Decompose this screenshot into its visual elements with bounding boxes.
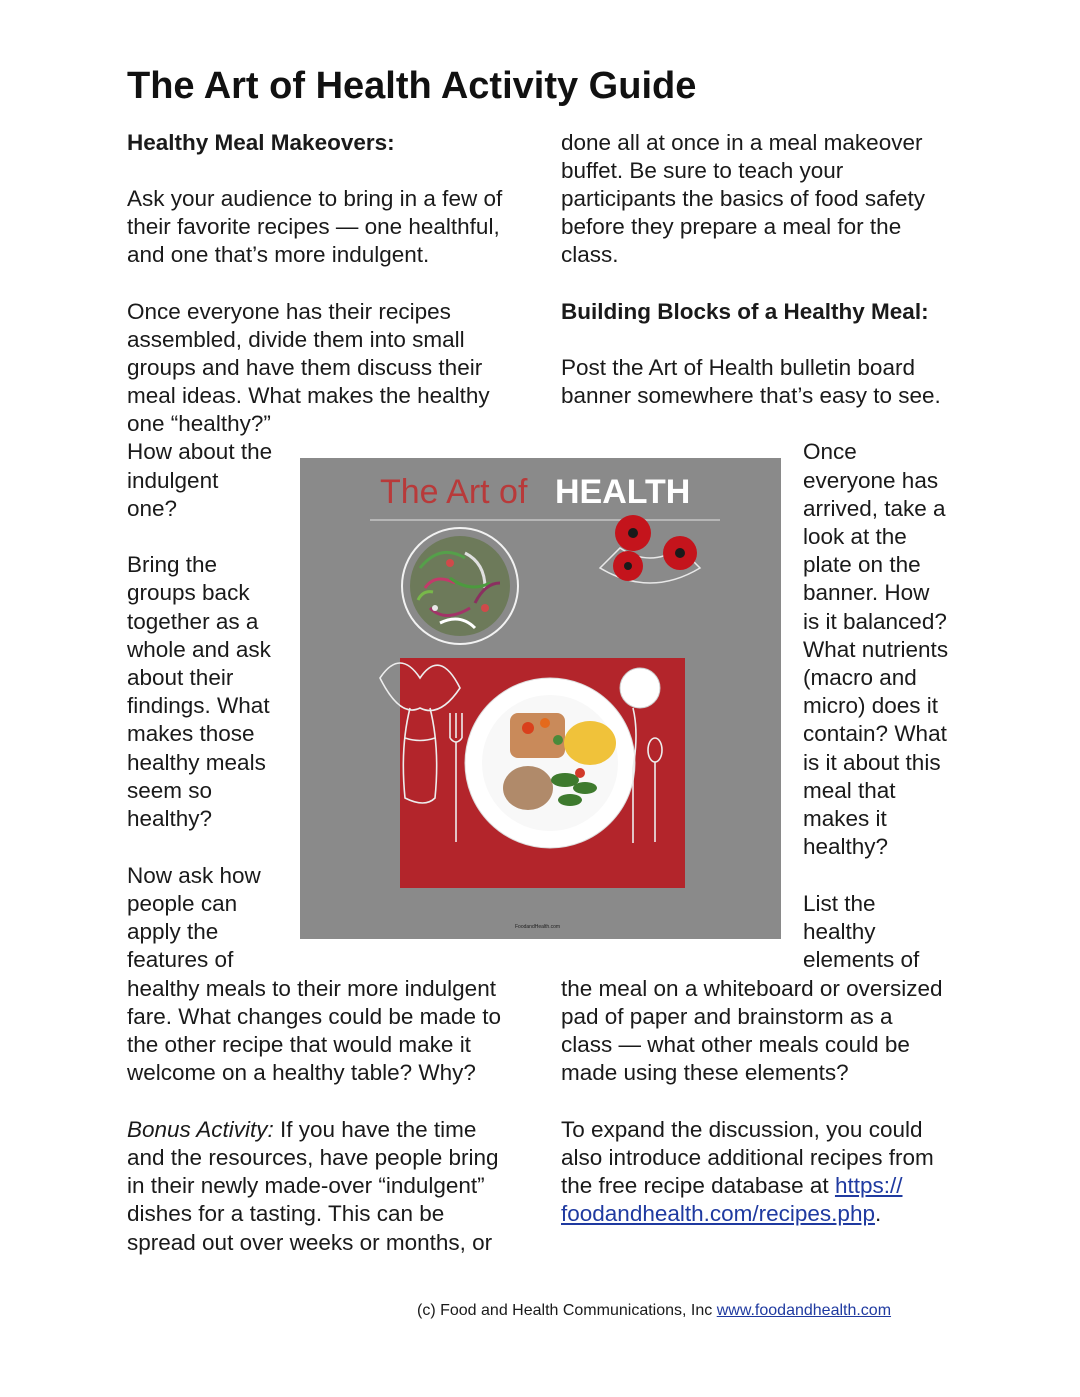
- banner-title-light: The Art of: [380, 473, 528, 511]
- body-line: before they prepare a meal for the: [561, 214, 902, 239]
- body-line: meal ideas. What makes the healthy: [127, 383, 490, 408]
- body-line: and one that’s more indulgent.: [127, 242, 430, 267]
- body-line: everyone has: [803, 468, 939, 493]
- dinner-plate-icon: [465, 678, 635, 848]
- banner-small-text: FoodandHealth.com: [515, 924, 561, 930]
- body-line: together as a: [127, 609, 259, 634]
- footer-link[interactable]: www.foodandhealth.com: [716, 1302, 892, 1319]
- body-line: healthy?: [127, 806, 213, 831]
- body-line: whole and ask: [127, 637, 271, 662]
- body-line: spread out over weeks or months, or: [127, 1230, 493, 1255]
- body-line: look at the: [803, 524, 907, 549]
- footer-text: (c) Food and Health Communications, Inc: [417, 1302, 713, 1319]
- body-line: made using these elements?: [561, 1060, 849, 1085]
- recipes-link-part2[interactable]: foodandhealth.com/recipes.php: [561, 1201, 875, 1226]
- body-line: banner somewhere that’s easy to see.: [561, 383, 941, 408]
- body-line: Post the Art of Health bulletin board: [561, 355, 915, 380]
- body-line: welcome on a healthy table? Why?: [127, 1060, 476, 1085]
- body-line: banner. How: [803, 580, 930, 605]
- body-line: makes those: [127, 721, 255, 746]
- body-line: healthy: [803, 919, 876, 944]
- body-line: one?: [127, 496, 178, 521]
- body-line: micro) does it: [803, 693, 939, 718]
- heading-building-blocks: Building Blocks of a Healthy Meal:: [561, 299, 929, 324]
- page-title: The Art of Health Activity Guide: [127, 65, 697, 107]
- body-line: plate on the: [803, 552, 921, 577]
- bonus-activity-line: [127, 1116, 476, 1144]
- body-line: Bring the: [127, 552, 218, 577]
- body-line: groups back: [127, 580, 250, 605]
- body-line: If you have the time: [280, 1117, 477, 1142]
- body-line: healthy meals to their more indulgent: [127, 976, 496, 1001]
- salad-plate-icon: [402, 528, 518, 644]
- body-line: What nutrients: [803, 637, 949, 662]
- body-line: makes it: [803, 806, 887, 831]
- body-line: fare. What changes could be made to: [127, 1004, 501, 1029]
- body-line: in their newly made-over “indulgent”: [127, 1173, 485, 1198]
- body-line: seem so: [127, 778, 213, 803]
- footer: [417, 1299, 891, 1323]
- body-line: the free recipe database at: [561, 1173, 829, 1198]
- body-line: elements of: [803, 947, 920, 972]
- heading-meal-makeovers: Healthy Meal Makeovers:: [127, 130, 395, 155]
- art-of-health-banner: [300, 458, 781, 939]
- body-line: participants the basics of food safety: [561, 186, 925, 211]
- body-line: the meal on a whiteboard or oversized: [561, 976, 943, 1001]
- body-line: healthy?: [803, 834, 889, 859]
- body-line: healthy meals: [127, 750, 266, 775]
- body-line: pad of paper and brainstorm as a: [561, 1004, 893, 1029]
- body-line: How about the: [127, 439, 273, 464]
- body-line: is it balanced?: [803, 609, 947, 634]
- body-line: apply the: [127, 919, 219, 944]
- body-line: features of: [127, 947, 234, 972]
- body-line: findings. What: [127, 693, 270, 718]
- body-line: one “healthy?”: [127, 411, 271, 436]
- body-line: their favorite recipes — one healthful,: [127, 214, 500, 239]
- bonus-activity-label: Bonus Activity:: [127, 1117, 274, 1142]
- body-line: class — what other meals could be: [561, 1032, 910, 1057]
- body-line: and the resources, have people bring: [127, 1145, 499, 1170]
- body-line: Now ask how: [127, 863, 261, 888]
- body-line: is it about this: [803, 750, 941, 775]
- body-line: people can: [127, 891, 238, 916]
- body-line: indulgent: [127, 468, 219, 493]
- body-line: assembled, divide them into small: [127, 327, 465, 352]
- body-line: also introduce additional recipes from: [561, 1145, 934, 1170]
- body-line: dishes for a tasting. This can be: [127, 1201, 445, 1226]
- body-line: done all at once in a meal makeover: [561, 130, 923, 155]
- body-line: Once everyone has their recipes: [127, 299, 451, 324]
- body-line: class.: [561, 242, 619, 267]
- body-line: (macro and: [803, 665, 917, 690]
- cup-icon: [620, 668, 660, 708]
- body-line: about their: [127, 665, 234, 690]
- body-line: To expand the discussion, you could: [561, 1117, 923, 1142]
- body-line: Ask your audience to bring in a few of: [127, 186, 503, 211]
- body-line: meal that: [803, 778, 896, 803]
- body-line: Once: [803, 439, 857, 464]
- body-line: buffet. Be sure to teach your: [561, 158, 844, 183]
- recipe-database-line: [561, 1172, 903, 1200]
- banner-title-bold: HEALTH: [555, 473, 691, 511]
- body-line: List the: [803, 891, 876, 916]
- body-line: contain? What: [803, 721, 947, 746]
- link-suffix: .: [874, 1201, 882, 1226]
- body-line: the other recipe that would make it: [127, 1032, 471, 1057]
- body-line: arrived, take a: [803, 496, 946, 521]
- recipes-link-line: [561, 1200, 881, 1228]
- body-line: groups and have them discuss their: [127, 355, 483, 380]
- recipes-link-part1[interactable]: https://: [834, 1173, 903, 1198]
